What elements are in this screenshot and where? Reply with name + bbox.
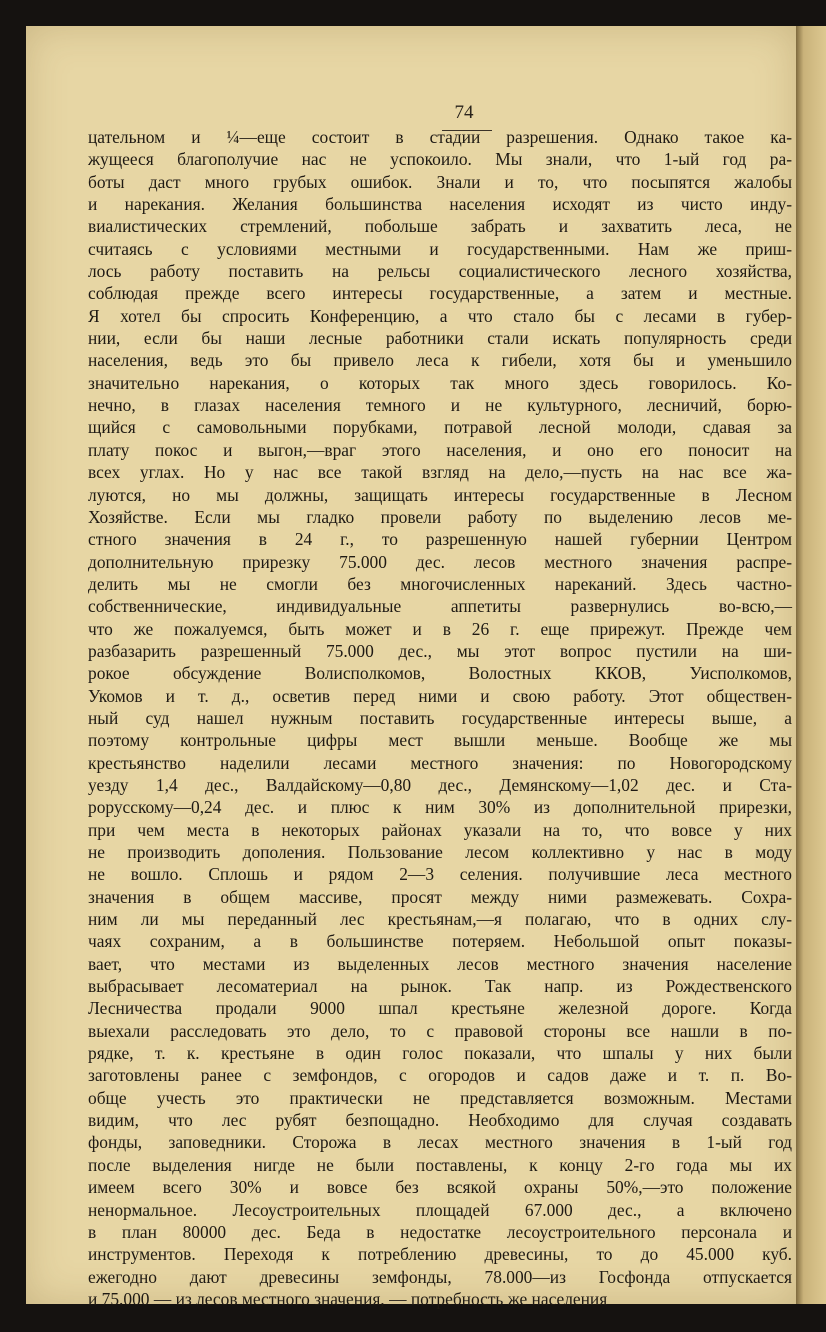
text-line: стного значения в 24 г., то разрешенную нашей губернии Центром [88, 529, 792, 550]
text-line: уезду 1,4 дес., Валдайскому—0,80 дес., Демянскому—1,02 дес. и Ста- [88, 774, 792, 795]
text-line: боты даст много грубых ошибок. Знали и то, что посыпятся жалобы [88, 171, 792, 192]
page-number: 74 [454, 102, 474, 123]
text-line: фонды, заповедники. Сторожа в лесах местного значения в 1-ый год [88, 1132, 792, 1153]
text-line: чаях сохраним, а в большинстве потеряем. Небольшой опыт показы- [88, 931, 792, 952]
text-line: разбазарить разрешенный 75.000 дес., мы этот вопрос пустили на ши- [88, 640, 792, 661]
text-line: дополнительную прирезку 75.000 дес. лесов местного значения распре- [88, 551, 792, 572]
text-line: Укомов и т. д., осветив перед ними и свою работу. Этот обществен- [88, 685, 792, 706]
text-line: ненормальное. Лесоустроительных площадей 67.000 дес., а включено [88, 1199, 792, 1220]
text-line: щийся с самовольными порубками, потравой лесной молоди, сдавая за [88, 417, 792, 438]
text-line: выехали расследовать это дело, то с правовой стороны все нашли в по- [88, 1020, 792, 1041]
text-line: рядке, т. к. крестьяне в один голос показали, что шпалы у них были [88, 1043, 792, 1064]
text-line: лось работу поставить на рельсы социалистического лесного хозяйства, [88, 261, 792, 282]
text-line: вает, что местами из выделенных лесов местного значения население [88, 953, 792, 974]
text-line: Лесничества продали 9000 шпал крестьяне железной дороге. Когда [88, 998, 792, 1019]
text-line: рокое обсуждение Волисполкомов, Волостных ККОВ, Уисполкомов, [88, 663, 792, 684]
text-line: не вошло. Сплошь и рядом 2—3 селения. получившие леса местного [88, 864, 792, 885]
text-line: ежегодно дают древесины земфонды, 78.000—из Госфонда отпускается [88, 1266, 792, 1287]
text-line: соблюдая прежде всего интересы государственные, а затем и местные. [88, 283, 792, 304]
text-line: инструментов. Переходя к потреблению древесины, то до 45.000 куб. [88, 1244, 792, 1265]
text-line: цательном и ¼—еще состоит в стадии разрешения. Однако такое ка- [88, 127, 792, 147]
text-line: что же пожалуемся, быть может и в 26 г. еще прирежут. Прежде чем [88, 618, 792, 639]
text-line: при чем места в некоторых районах указали на то, что вовсе у них [88, 819, 792, 840]
text-line: и нарекания. Желания большинства населения исходят из чисто инду- [88, 194, 792, 215]
text-line: после выделения нигде не были поставлены, к концу 2-го года мы их [88, 1154, 792, 1175]
text-line: Хозяйстве. Если мы гладко провели работу по выделению лесов ме- [88, 506, 792, 527]
text-line: населения, ведь это бы привело леса к гибели, хотя бы и уменьшило [88, 350, 792, 371]
text-line: значительно нарекания, о которых так много здесь говорилось. Ко- [88, 372, 792, 393]
text-line: видим, что лес рубят безпощадно. Необходимо для случая создавать [88, 1110, 792, 1131]
text-line: рорусскому—0,24 дес. и плюс к ним 30% из дополнительной прирезки, [88, 797, 792, 818]
next-page-edge [796, 26, 826, 1304]
text-line: не производить дополения. Пользование лесом коллективно у нас в моду [88, 842, 792, 862]
text-line: делить мы не смогли без многочисленных нареканий. Здесь частно- [88, 573, 792, 594]
text-line: жущееся благополучие нас не успокоило. Мы знали, что 1-ый год ра- [88, 149, 792, 170]
text-line: луются, но мы должны, защищать интересы государственные в Лесном [88, 484, 792, 505]
text-line: виалистических стремлений, побольше забрать и захватить леса, не [88, 216, 792, 237]
text-line: считаясь с условиями местными и государственными. Нам же приш- [88, 238, 792, 259]
text-line: ним ли мы переданный лес крестьянам,—я полагаю, что в одних слу- [88, 909, 792, 930]
text-line: выбрасывает лесоматериал на рынок. Так напр. из Рождественского [88, 976, 792, 997]
text-line: крестьянство наделили лесами местного значения: по Новогородскому [88, 752, 792, 773]
text-line: Я хотел бы спросить Конференцию, а что стало бы с лесами в губер- [88, 305, 792, 326]
text-line: заготовлены ранее с земфондов, с огородов и садов даже и т. п. Во- [88, 1065, 792, 1086]
text-line: в план 80000 дес. Беда в недостатке лесоустроительного персонала и [88, 1221, 792, 1242]
text-line: поэтому контрольные цифры мест вышли меньше. Вообще же мы [88, 730, 792, 751]
text-line: нечно, в глазах населения темного и не культурного, лесничий, борю- [88, 395, 792, 416]
body-text [88, 126, 792, 1309]
text-line: плату покос и выгон,—враг этого населения, и оно его поносит на [88, 439, 792, 460]
text-line: ный суд нашел нужным поставить государственные интересы выше, а [88, 707, 792, 728]
text-line: нии, если бы наши лесные работники стали искать популярность среди [88, 328, 792, 349]
text-line: значения в общем массиве, просят между ними размежевать. Сохра- [88, 886, 792, 907]
text-line: собственнические, индивидуальные аппетиты развернулись во-всю,— [88, 596, 792, 617]
text-line: и 75.000 — из лесов местного значения, — потребность же населения [88, 1288, 608, 1309]
text-line: всех углах. Но у нас все такой взгляд на дело,—пусть на нас все жа- [88, 462, 792, 483]
text-line: обще учесть это практически не представляется возможным. Местами [88, 1087, 792, 1108]
text-line: имеем всего 30% и вовсе без всякой охраны 50%,—это положение [88, 1177, 792, 1198]
